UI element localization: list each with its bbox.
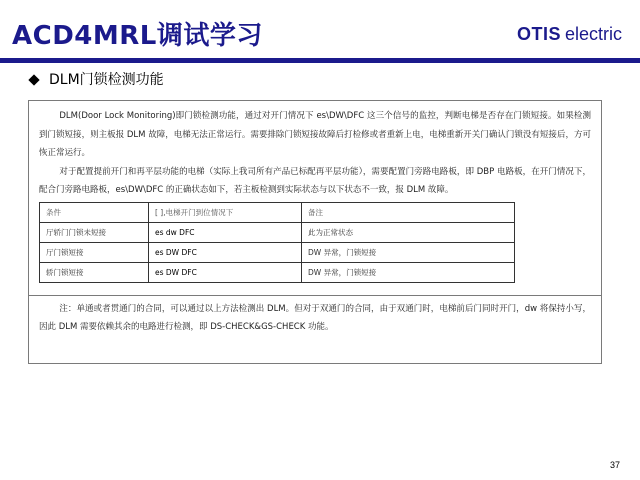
page-number: 37 [609, 460, 620, 470]
title-underline [0, 58, 640, 63]
table-cell-condition: 厅门锁短接 [40, 242, 149, 262]
doc-paragraph-2: 对于配置提前开门和再平层功能的电梯（实际上我司所有产品已标配再平层功能），需要配置门旁路电路板，即 DBP 电路板，在开门情况下，配合门旁路电路板，es\DW\DFC 的正确状态如下，若主板检测到实际状态与以下状态不一致，报 DLM 故障。 [39, 166, 591, 195]
table-cell-remark: DW 异常，门锁短接 [302, 262, 515, 282]
logo-electric-text: electric [564, 24, 622, 44]
document-excerpt [28, 100, 602, 364]
table-header-row [40, 202, 515, 222]
section-heading-text: DLM门锁检测功能 [49, 72, 164, 88]
otis-electric-logo [517, 24, 622, 45]
table-cell-condition: 轿门锁短接 [40, 262, 149, 282]
slide-title: ACD4MRL调试学习 [12, 21, 263, 51]
table-cell-remark: 此为正常状态 [302, 222, 515, 242]
table-row [40, 262, 515, 282]
table-header-cell: 备注 [302, 202, 515, 222]
note-divider [29, 295, 601, 296]
table-header-cell: [ ],电梯开门到位情况下 [149, 202, 302, 222]
doc-paragraph-1: DLM(Door Lock Monitoring)即门锁检测功能，通过对开门情况下 es\DW\DFC 这三个信号的监控，判断电梯是否存在门锁短接。如果检测到门锁短接，则主板报 DLM 故障，电梯无法正常运行。需要排除门锁短接故障后打检修或者重新上电，电梯重新开关门确认门锁没有短接后，方可恢正常运行。 [39, 111, 591, 158]
table-cell-signals: es dw DFC [149, 222, 302, 242]
table-row [40, 222, 515, 242]
table-header-cell: 条件 [40, 202, 149, 222]
signal-state-table [39, 202, 515, 283]
table-cell-remark: DW 异常，门锁短接 [302, 242, 515, 262]
table-cell-signals: es DW DFC [149, 262, 302, 282]
section-heading [28, 70, 164, 90]
table-row [40, 242, 515, 262]
table-cell-condition: 厅轿门门锁未短接 [40, 222, 149, 242]
diamond-bullet-icon [28, 74, 39, 85]
doc-note: 注：单通或者贯通门的合同，可以通过以上方法检测出 DLM。但对于双通门的合同，由于双通门时，电梯前后门同时开门，dw 将保持小写，因此 DLM 需要依赖其余的电路进行检测，即 DS-CHECK&GS-CHECK 功能。 [39, 303, 591, 332]
logo-otis-text: OTIS [516, 24, 561, 44]
table-cell-signals: es DW DFC [149, 242, 302, 262]
